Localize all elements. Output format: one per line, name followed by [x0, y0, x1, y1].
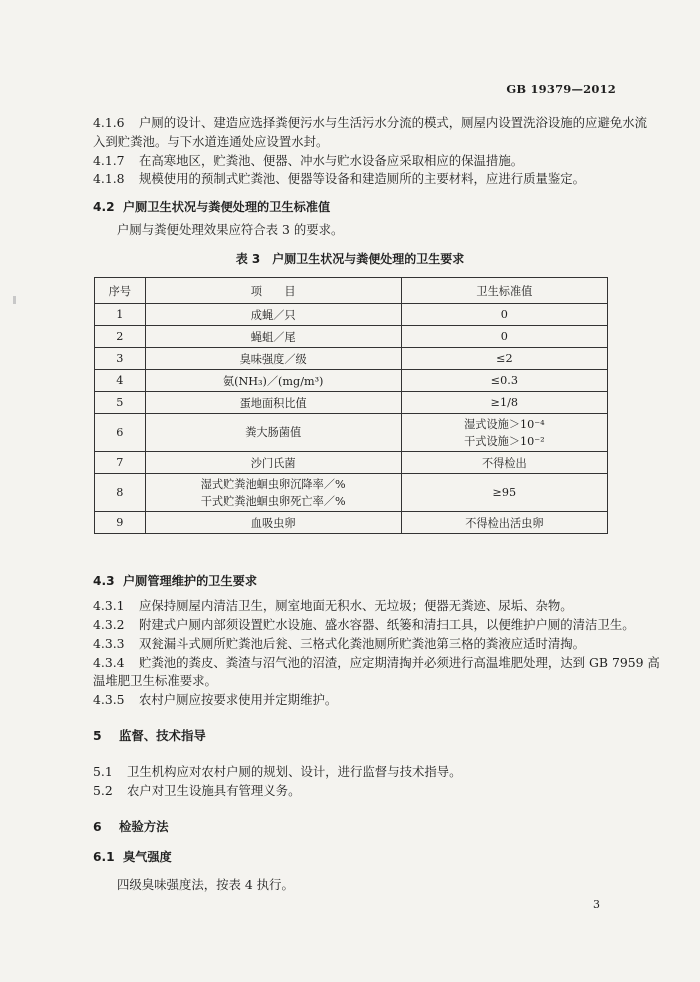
section-6-1-body: 四级臭味强度法，按表 4 执行。: [117, 877, 294, 892]
table-caption: 表 3 户厕卫生状况与粪便处理的卫生要求: [235, 252, 465, 266]
table-row: [95, 326, 608, 348]
clause-4-1-7: [93, 152, 523, 170]
section-title: 检验方法: [119, 819, 169, 834]
cell-value-line: 不得检出: [481, 456, 527, 470]
cell-no: 4: [95, 370, 146, 392]
clause-text: 卫生机构应对农村户厕的规划、设计，进行监督与技术指导。: [127, 764, 462, 779]
cell-no: 1: [95, 304, 146, 326]
clause-4-3-3: [93, 635, 585, 653]
cell-value: [401, 370, 607, 392]
clause-number: 4.3.2: [93, 617, 125, 632]
table-row: [95, 474, 608, 512]
clause-5-1: [93, 763, 462, 781]
cell-value: [401, 452, 607, 474]
cell-value: [401, 348, 607, 370]
cell-value-line: ≥95: [492, 486, 517, 499]
cell-item: [145, 414, 401, 452]
cell-item-line: 粪大肠菌值: [245, 426, 302, 439]
cell-no: 6: [95, 414, 146, 452]
section-title: 臭气强度: [123, 850, 172, 864]
scan-mark: [13, 296, 16, 304]
cell-value-line: 0: [500, 308, 508, 321]
header-no: 序号: [95, 278, 146, 304]
cell-item-line: 蝇蛆／尾: [250, 330, 296, 344]
clause-4-3-2: [93, 616, 635, 634]
section-4-2-body: 户厕与粪便处理效果应符合表 3 的要求。: [117, 222, 344, 237]
cell-value: [401, 474, 607, 512]
cell-item: [145, 452, 401, 474]
clause-text: 双瓮漏斗式厕所贮粪池后瓮、三格式化粪池厕所贮粪池第三格的粪液应适时清掏。: [139, 636, 586, 651]
standard-id: GB 19379—2012: [506, 82, 616, 96]
cell-value-line: 不得检出活虫卵: [465, 516, 544, 530]
section-title: 监督、技术指导: [119, 728, 206, 743]
clause-number: 4.1.7: [93, 153, 125, 168]
cell-no: 2: [95, 326, 146, 348]
cell-no: 9: [95, 512, 146, 534]
cell-value: [401, 326, 607, 348]
clause-number: 4.3.5: [93, 692, 125, 707]
table-row: [95, 348, 608, 370]
clause-number: 4.3.3: [93, 636, 125, 651]
cell-value-line: 湿式设施＞10⁻⁴: [464, 417, 545, 431]
clause-5-2: [93, 782, 300, 800]
page-number: 3: [593, 898, 600, 911]
cell-item-line: 成蝇／只: [250, 308, 296, 322]
cell-value: [401, 414, 607, 452]
cell-value-line: ≤0.3: [490, 374, 518, 387]
clause-text: 农户对卫生设施具有管理义务。: [127, 783, 301, 798]
clause-number: 5.2: [93, 783, 113, 798]
cell-value: [401, 512, 607, 534]
cell-no: 7: [95, 452, 146, 474]
cell-item-line: 沙门氏菌: [250, 456, 296, 470]
section-number: 4.2: [93, 200, 115, 214]
section-4-2-heading: [93, 198, 330, 216]
table-row: [95, 452, 608, 474]
clause-number: 5.1: [93, 764, 113, 779]
cell-no: 5: [95, 392, 146, 414]
cell-value-line: ≥1/8: [490, 396, 519, 409]
cell-item-line: 血吸虫卵: [250, 516, 296, 530]
section-5-heading: [93, 727, 206, 745]
cell-item: [145, 474, 401, 512]
table-row: [95, 414, 608, 452]
cell-value: [401, 392, 607, 414]
clause-4-3-1: [93, 597, 573, 615]
cell-item: [145, 370, 401, 392]
cell-item: [145, 326, 401, 348]
cell-value-line: 干式设施＞10⁻²: [464, 434, 545, 448]
clause-text: 附建式户厕内部须设置贮水设施、盛水容器、纸篓和清扫工具，以便维护户厕的清洁卫生。: [139, 617, 635, 632]
cell-item-line: 氨(NH₃)／(mg/m³): [222, 374, 324, 388]
cell-item-line: 干式贮粪池蛔虫卵死亡率／%: [200, 494, 346, 508]
cell-no: 3: [95, 348, 146, 370]
cell-item: [145, 348, 401, 370]
clause-4-3-4-cont: 温堆肥卫生标准要求。: [93, 673, 217, 688]
hygiene-standards-table: [94, 277, 608, 534]
cell-no: 8: [95, 474, 146, 512]
clause-text: 应保持厕屋内清洁卫生，厕室地面无积水、无垃圾；便器无粪迹、尿垢、杂物。: [139, 598, 573, 613]
header-value: 卫生标准值: [401, 278, 607, 304]
cell-item: [145, 512, 401, 534]
cell-item: [145, 392, 401, 414]
clause-number: 4.1.6: [93, 115, 125, 130]
clause-4-3-4: [93, 654, 660, 672]
table-row: [95, 304, 608, 326]
section-6-heading: [93, 818, 169, 836]
table-row: [95, 512, 608, 534]
clause-text: 贮粪池的粪皮、粪渣与沼气池的沼渣，应定期清掏并必须进行高温堆肥处理，达到 GB 7959 高: [139, 655, 660, 670]
cell-item-line: 臭味强度／级: [239, 352, 307, 366]
section-title: 户厕管理维护的卫生要求: [123, 574, 258, 588]
cell-item-line: 湿式贮粪池蛔虫卵沉降率／%: [200, 477, 346, 491]
clause-number: 4.3.4: [93, 655, 125, 670]
section-number: 6: [93, 819, 102, 834]
section-title: 户厕卫生状况与粪便处理的卫生标准值: [123, 200, 331, 214]
section-number: 4.3: [93, 574, 115, 588]
cell-value: [401, 304, 607, 326]
clause-4-1-6: [93, 114, 647, 132]
table-row: [95, 392, 608, 414]
clause-number: 4.1.8: [93, 171, 125, 186]
section-number: 5: [93, 728, 102, 743]
clause-text: 户厕的设计、建造应选择粪便污水与生活污水分流的模式，厕屋内设置洗浴设施的应避免水流: [139, 115, 648, 130]
clause-4-3-5: [93, 691, 337, 709]
cell-item-line: 蛋地面积比值: [239, 396, 307, 410]
header-item: 项 目: [145, 278, 401, 304]
section-4-3-heading: [93, 572, 257, 590]
clause-4-1-8: [93, 170, 585, 188]
clause-4-1-6-cont: 入到贮粪池。与下水道连通处应设置水封。: [93, 134, 329, 149]
clause-text: 在高寒地区，贮粪池、便器、冲水与贮水设备应采取相应的保温措施。: [139, 153, 524, 168]
table-header-row: [95, 278, 608, 304]
table-body: [95, 304, 608, 534]
clause-text: 规模使用的预制式贮粪池、便器等设备和建造厕所的主要材料，应进行质量鉴定。: [139, 171, 586, 186]
clause-text: 农村户厕应按要求使用并定期维护。: [139, 692, 338, 707]
cell-value-line: ≤2: [496, 352, 513, 365]
section-6-1-heading: [93, 848, 172, 866]
cell-value-line: 0: [500, 330, 508, 343]
cell-item: [145, 304, 401, 326]
table-row: [95, 370, 608, 392]
clause-number: 4.3.1: [93, 598, 125, 613]
section-number: 6.1: [93, 850, 115, 864]
